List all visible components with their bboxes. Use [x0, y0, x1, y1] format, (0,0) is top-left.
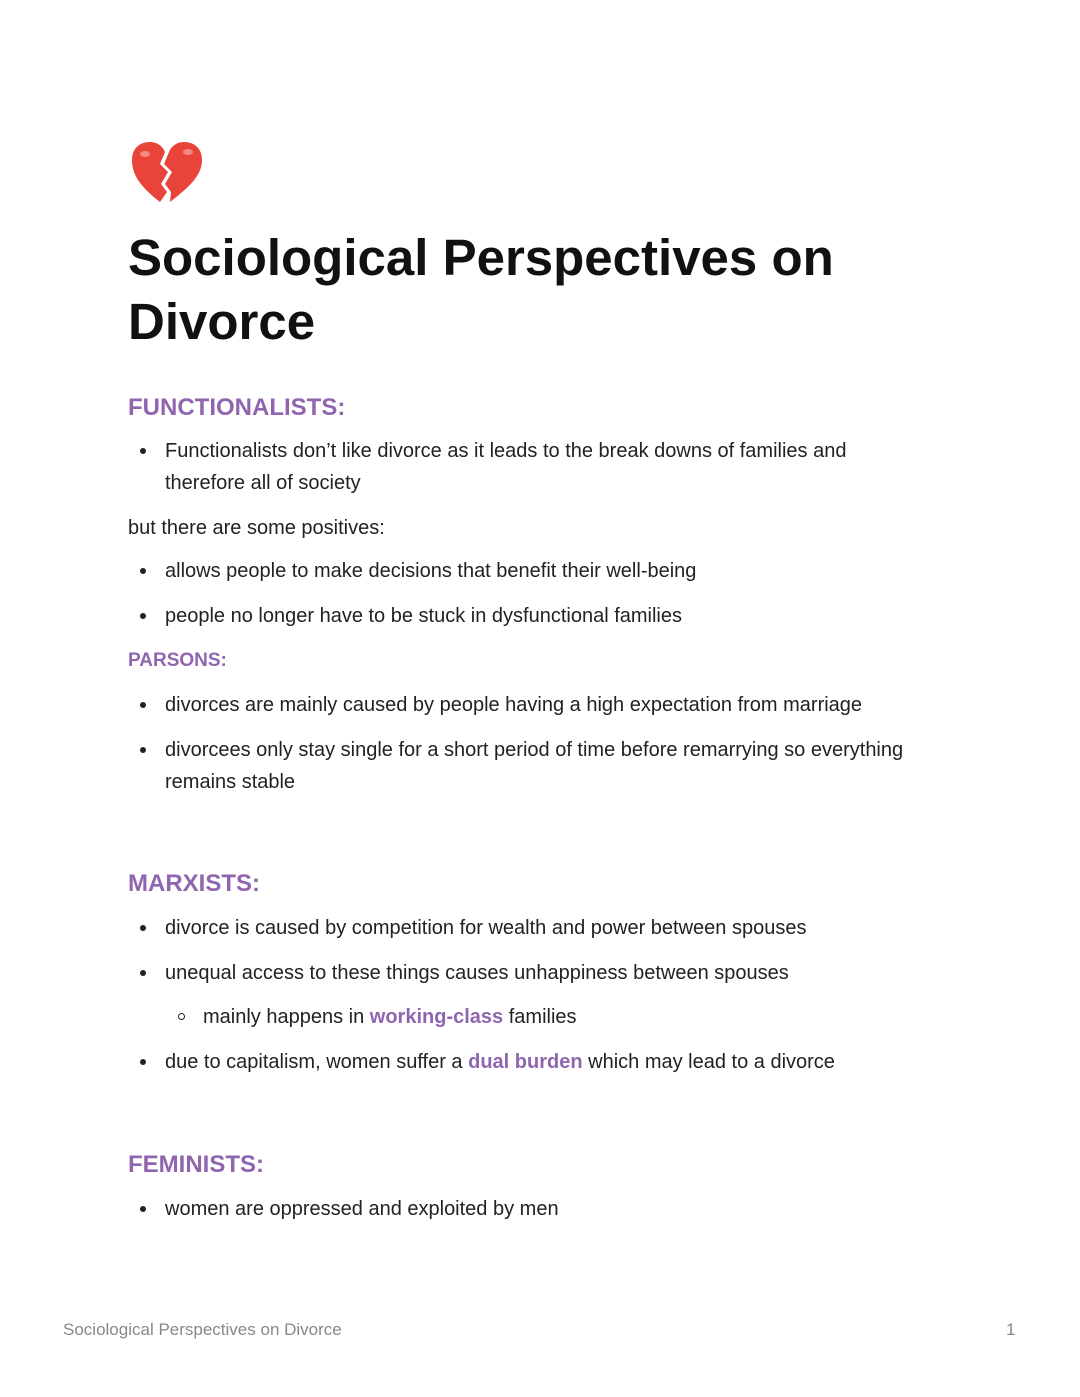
broken-heart-icon [130, 140, 204, 206]
list-item: divorcees only stay single for a short period of time before remarrying so everything remains stable [140, 734, 960, 798]
list-item: women are oppressed and exploited by men [140, 1193, 960, 1225]
heading-parsons: PARSONS: [128, 650, 227, 671]
list-item: divorce is caused by competition for wealth and power between spouses [140, 912, 960, 944]
list-item: unequal access to these things causes unhappiness between spouses [140, 957, 960, 989]
paragraph: but there are some positives: [128, 517, 385, 539]
list-item: people no longer have to be stuck in dysfunctional families [140, 600, 960, 632]
page-title: Sociological Perspectives on Divorce [128, 229, 834, 350]
list-item: allows people to make decisions that benefit their well-being [140, 555, 960, 587]
sub-list-item: mainly happens in working-class families [178, 1001, 958, 1033]
list-item: due to capitalism, women suffer a dual burden which may lead to a divorce [140, 1046, 960, 1078]
list-item: Functionalists don’t like divorce as it leads to the break downs of families and therefore all of society [140, 435, 900, 499]
heading-marxists: MARXISTS: [128, 870, 260, 897]
heading-functionalists: FUNCTIONALISTS: [128, 394, 346, 421]
heading-feminists: FEMINISTS: [128, 1151, 264, 1178]
list-item: divorces are mainly caused by people having a high expectation from marriage [140, 689, 960, 721]
footer-title: Sociological Perspectives on Divorce [63, 1320, 342, 1339]
page-number: 1 [1006, 1320, 1016, 1339]
